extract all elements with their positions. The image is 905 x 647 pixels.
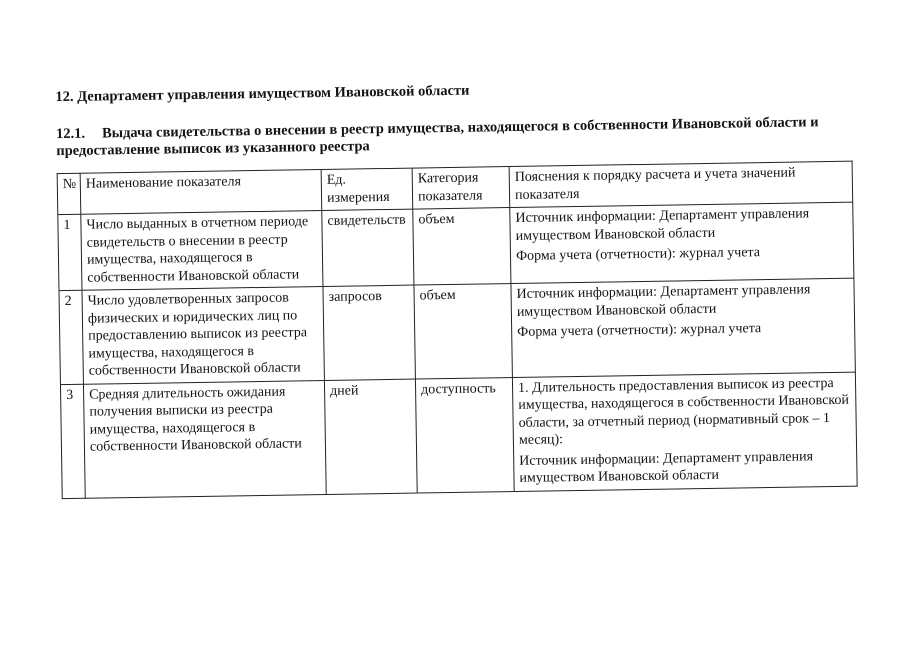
table-row <box>59 278 855 384</box>
row-num: 3 <box>60 384 85 498</box>
header-num: № <box>57 173 81 214</box>
row-num: 2 <box>59 290 83 384</box>
row-unit: дней <box>324 379 417 494</box>
notes-paragraph: Форма учета (отчетности): журнал учета <box>517 321 762 340</box>
row-name: Средняя длительность ожидания получения выписки из реестра имущества, находящегося в собственности Ивановской области <box>83 380 326 498</box>
header-notes: Пояснения к порядку расчета и учета значений показателя <box>509 161 853 207</box>
notes-paragraph: Источник информации: Департамент управления имуществом Ивановской области <box>519 448 814 486</box>
row-category: объем <box>413 208 511 286</box>
notes-paragraph: Форма учета (отчетности): журнал учета <box>515 245 761 264</box>
notes-paragraph: Источник информации: Департамент управления имуществом Ивановской области <box>515 206 810 244</box>
row-unit: свидетельств <box>322 209 414 286</box>
row-unit: запросов <box>323 285 415 380</box>
row-name: Число выданных в отчетном периоде свидетельств о внесении в реестр имущества, находящегося в собственности Ивановской области <box>81 211 323 291</box>
row-name: Число удовлетворенных запросов физических и юридических лиц по предоставлению выписок из реестра имущества, находящегося в собственности Ивановской области <box>82 286 324 383</box>
row-notes <box>510 202 854 283</box>
header-unit: Ед. измерения <box>321 168 413 210</box>
row-category: объем <box>414 284 512 379</box>
row-category: доступность <box>415 377 514 493</box>
section-title: 12. Департамент управления имуществом Ивановской области <box>55 82 470 106</box>
subsection-title: Выдача свидетельства о внесении в реестр имущества, находящегося в собственности Ивановской области и предоставление выписок из указанного реестра <box>56 114 819 160</box>
row-notes <box>511 278 855 377</box>
table-row <box>60 372 857 498</box>
table-row <box>58 202 854 290</box>
row-num: 1 <box>58 214 82 290</box>
indicators-table <box>57 161 858 499</box>
row-notes <box>512 372 857 491</box>
header-name: Наименование показателя <box>80 170 322 215</box>
header-category: Категория показателя <box>412 167 510 210</box>
subsection-heading <box>56 114 856 161</box>
notes-paragraph: 1. Длительность предоставления выписок из реестра имущества, находящегося в собственности Ивановской области, за отчетный период (нормативный срок – 1 месяц): <box>517 375 850 448</box>
subsection-number: 12.1. <box>55 125 86 143</box>
notes-paragraph: Источник информации: Департамент управления имуществом Ивановской области <box>516 282 811 320</box>
